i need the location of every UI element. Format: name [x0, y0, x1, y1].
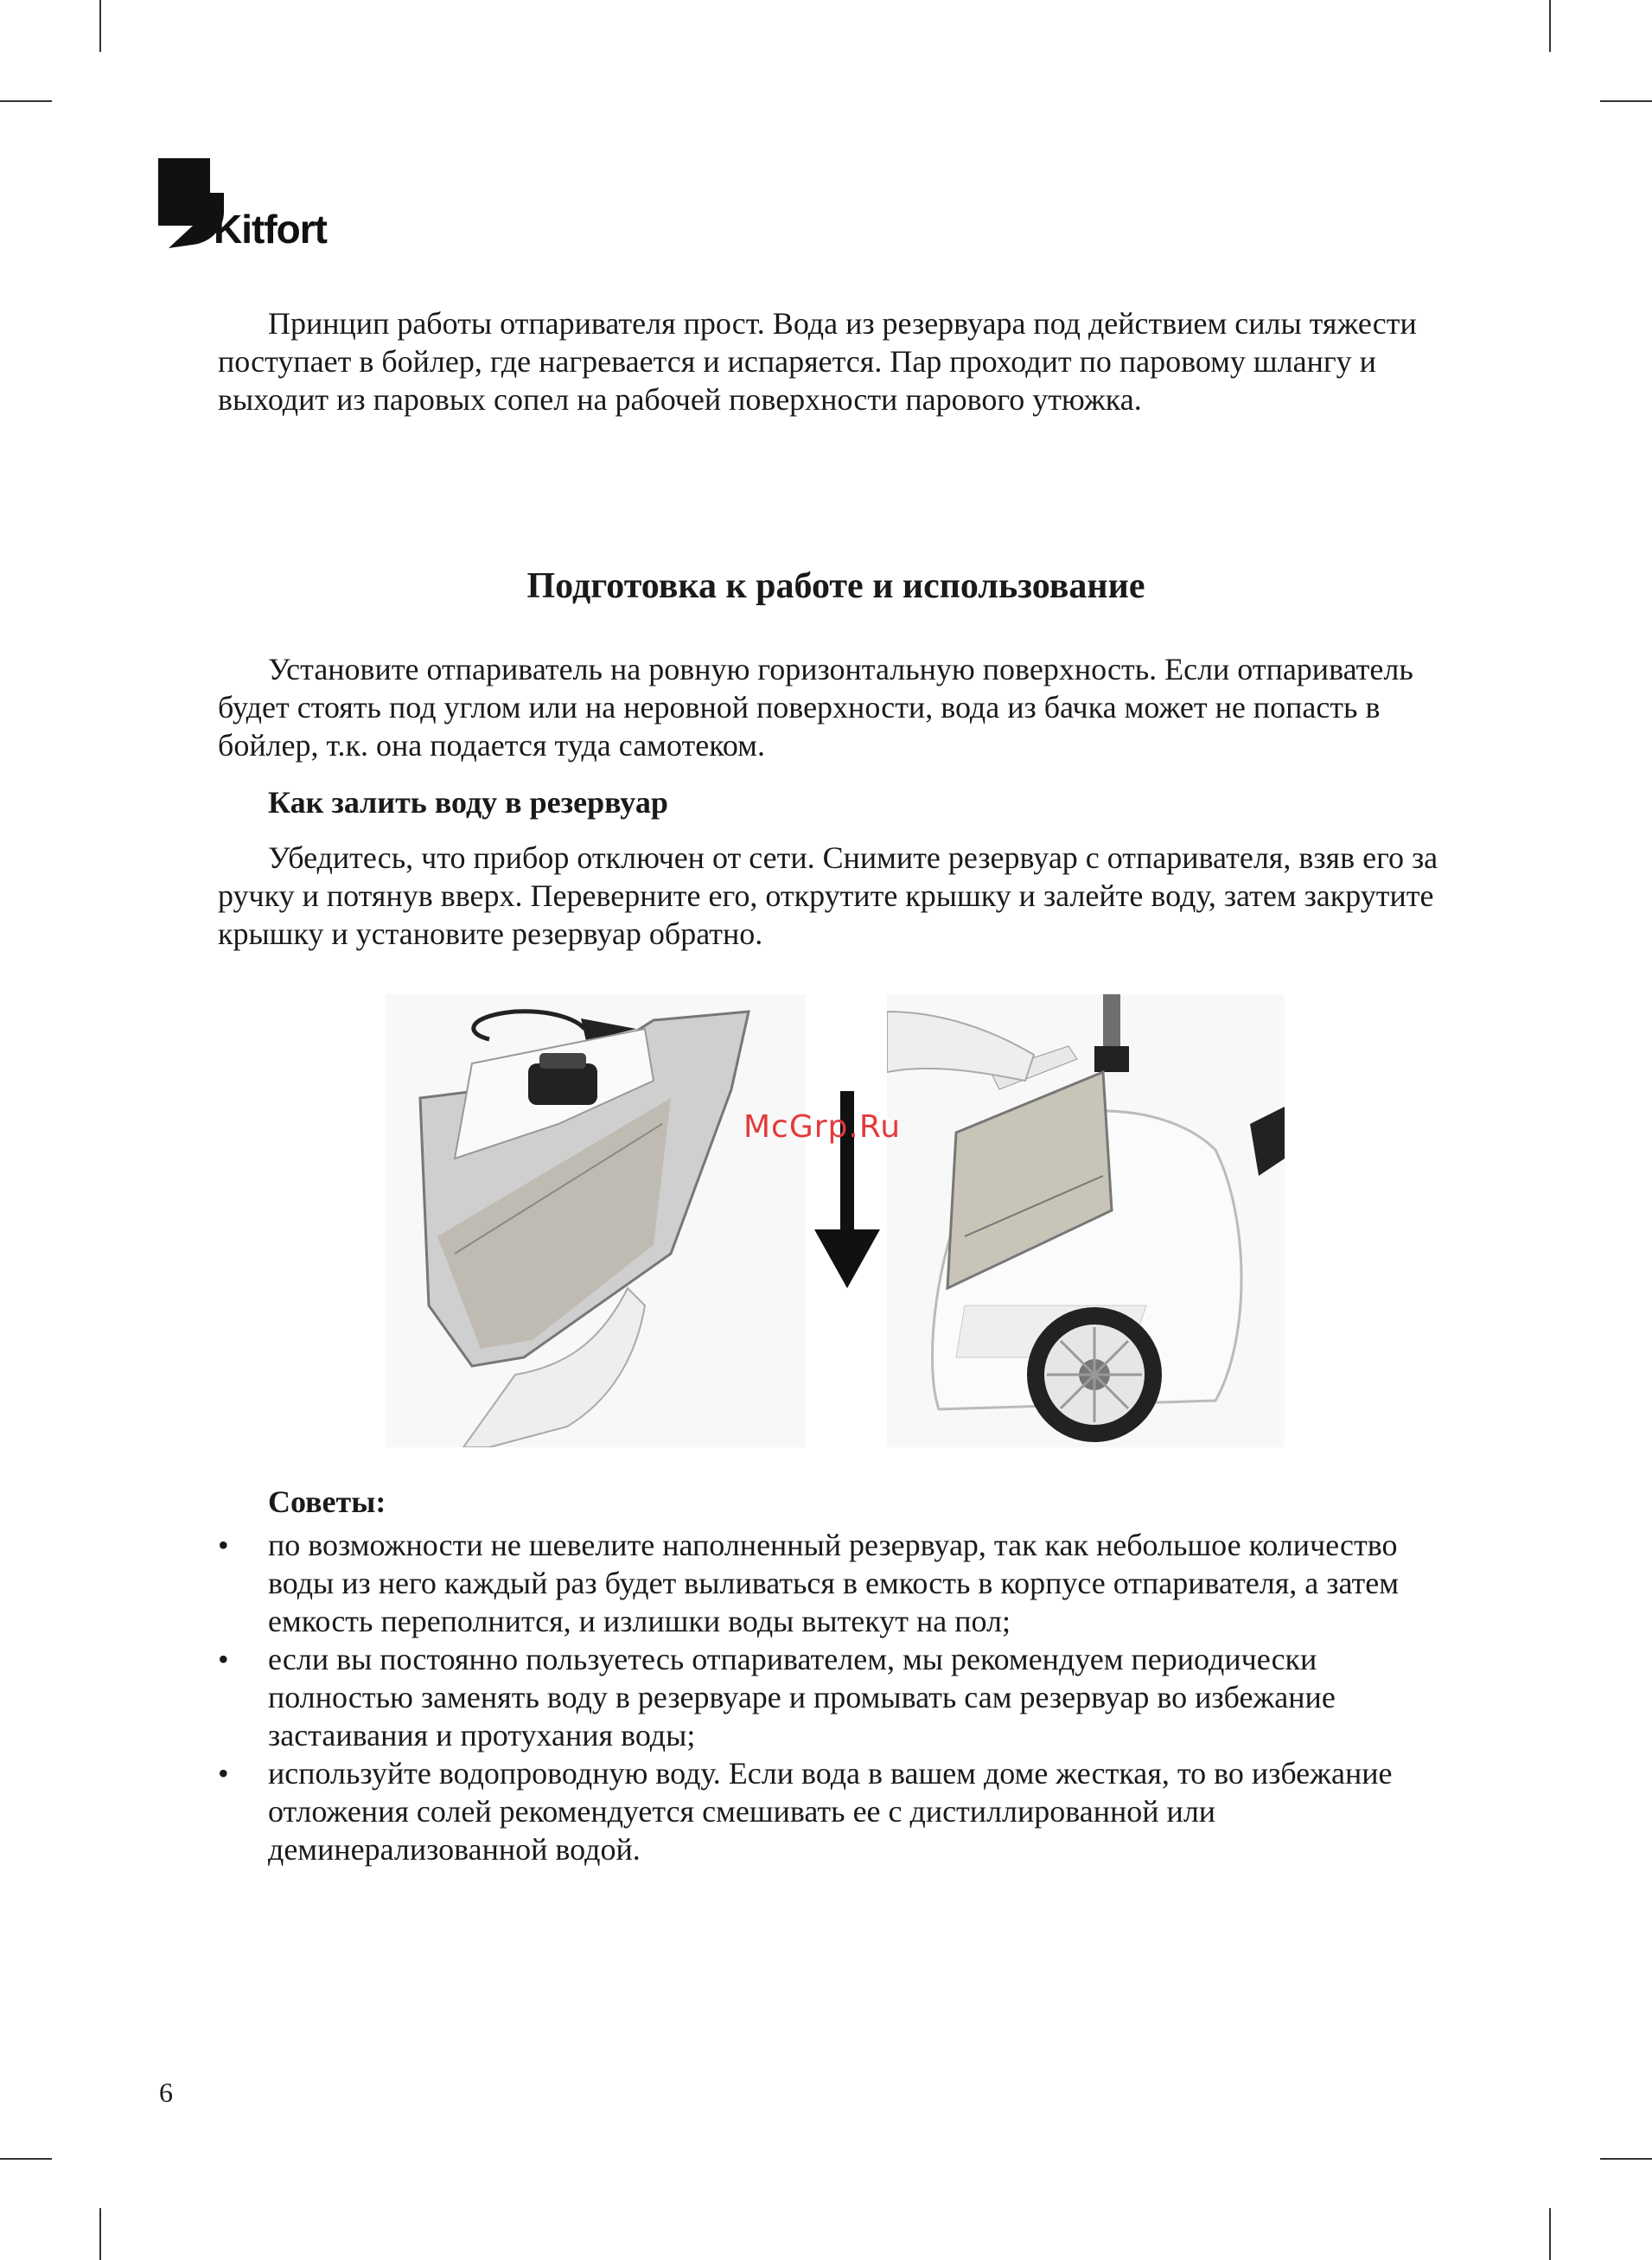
crop-mark	[99, 2208, 101, 2260]
steamer-photo	[887, 994, 1285, 1447]
fill-water-subheading: Как залить воду в резервуар	[268, 785, 668, 820]
bullet: •	[218, 1756, 229, 1791]
crop-mark	[1549, 2208, 1551, 2260]
brand-name: Kitfort	[214, 207, 327, 252]
crop-mark	[99, 0, 101, 52]
crop-mark	[1549, 0, 1551, 52]
list-item	[218, 1640, 1463, 1754]
bullet: •	[218, 1642, 229, 1676]
list-item	[218, 1754, 1463, 1868]
setup-paragraph: Установите отпариватель на ровную горизонтальную поверхность. Если отпариватель будет стоять под углом или на неровной поверхности, вода из бачка может не попасть в бойлер, т.к. она подается туда самотеком.	[218, 652, 1413, 763]
tip-text: по возможности не шевелите наполненный резервуар, так как небольшое количество воды из него каждый раз будет выливаться в емкость в корпусе отпаривателя, а затем емкость переполнится, и излишки воды вытекут на пол;	[268, 1528, 1400, 1638]
tip-text: если вы постоянно пользуетесь отпаривателем, мы рекомендуем периодически полностью заменять воду в резервуаре и промывать сам резервуар во избежание застаивания и протухания воды;	[268, 1642, 1336, 1752]
list-item	[218, 1526, 1463, 1640]
page-number: 6	[159, 2077, 173, 2108]
tip-text: используйте водопроводную воду. Если вода в вашем доме жесткая, то во избежание отложения солей рекомендуется смешивать ее с дистиллированной или деминерализованной водой.	[268, 1756, 1393, 1867]
steamer-illustration	[887, 994, 1285, 1447]
bullet: •	[218, 1528, 229, 1562]
tips-title: Советы:	[268, 1484, 386, 1519]
tips-list	[218, 1526, 1463, 1868]
crop-mark	[0, 2158, 52, 2160]
crop-mark	[1600, 2158, 1652, 2160]
tank-photo	[386, 994, 806, 1447]
section-title: Подготовка к работе и использование	[526, 566, 1145, 606]
watermark: McGrp.Ru	[743, 1109, 902, 1145]
crop-mark	[1600, 100, 1652, 102]
water-tank-illustration	[386, 994, 806, 1447]
fill-water-paragraph: Убедитесь, что прибор отключен от сети. Снимите резервуар с отпаривателя, взяв его за ручку и потянув вверх. Переверните его, открутите крышку и залейте воду, затем закрутите крышку и установите резервуар обратно.	[218, 840, 1438, 951]
intro-paragraph: Принцип работы отпаривателя прост. Вода из резервуара под действием силы тяжести поступает в бойлер, где нагревается и испаряется. Пар проходит по паровому шлангу и выходит из паровых сопел на рабочей поверхности парового утюжка.	[218, 306, 1417, 417]
crop-mark	[0, 100, 52, 102]
